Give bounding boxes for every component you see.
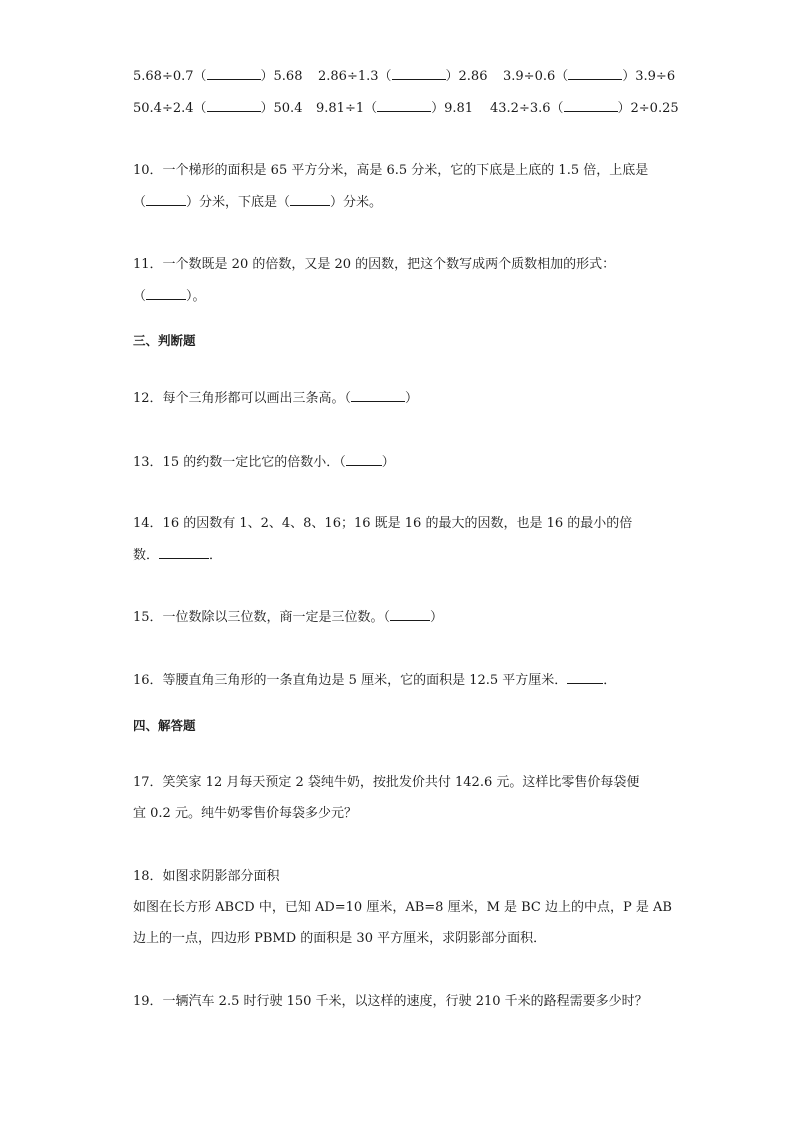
comparison-right: ）5.68 [260,69,303,84]
question-11-line-2 [133,287,206,306]
comparison-right: ）9.81 [431,101,474,116]
answer-blank[interactable] [567,671,603,684]
question-13 [133,453,395,472]
question-12 [133,389,418,408]
answer-blank[interactable] [390,608,430,621]
question-12-text: 12．每个三角形都可以画出三条高。（ [133,391,352,406]
question-18-line-3: 边上的一点，四边形 PBMD 的面积是 30 平方厘米，求阴影部分面积． [133,931,547,946]
question-14-continuation: 数． [133,548,160,563]
answer-blank[interactable] [346,453,382,466]
comparison-right: ）3.9÷6 [622,69,676,84]
comparison-item [133,99,302,118]
comparison-left: 9.81÷1（ [316,101,378,116]
comparison-right: ）2.86 [445,69,488,84]
answer-blank[interactable] [159,546,209,559]
period: ． [209,548,223,563]
question-11-line-1: 11．一个数既是 20 的倍数，又是 20 的因数，把这个数写成两个质数相加的形式： [133,257,616,272]
paren-close: ） [430,610,444,625]
comparison-left: 2.86÷1.3（ [318,69,392,84]
question-14-line-2 [133,546,222,565]
question-16 [133,671,616,690]
question-15-text: 15．一位数除以三位数，商一定是三位数。（ [133,610,391,625]
comparison-item [133,67,302,86]
section-title-solutions: 四、解答题 [133,718,196,733]
answer-blank[interactable] [207,99,261,112]
question-14-line-1: 14．16 的因数有 1、2、4、8、16；16 既是 16 的最大的因数，也是 16 的最小的倍 [133,516,633,531]
paren-open: （ [133,289,147,304]
question-17-line-2: 宜 0.2 元。纯牛奶零售价每袋多少元？ [133,806,357,821]
answer-blank[interactable] [146,193,186,206]
question-10-line-1: 10．一个梯形的面积是 65 平方分米，高是 6.5 分米，它的下底是上底的 1.5 倍，上底是 [133,163,649,178]
question-16-text: 16．等腰直角三角形的一条直角边是 5 厘米，它的面积是 12.5 平方厘米． [133,673,568,688]
answer-blank[interactable] [290,193,330,206]
comparison-right: ）50.4 [260,101,303,116]
answer-blank[interactable] [568,67,622,80]
question-18-line-1: 18．如图求阴影部分面积 [133,869,280,884]
question-10-end-text: ）分米。 [330,195,383,210]
comparison-item [318,67,487,86]
answer-blank[interactable] [392,67,446,80]
comparison-item [316,99,473,118]
comparison-left: 50.4÷2.4（ [133,101,207,116]
answer-blank[interactable] [351,389,405,402]
paren-close: ） [405,391,419,406]
answer-blank[interactable] [207,67,261,80]
period: ． [603,673,617,688]
question-18-line-2: 如图在长方形 ABCD 中，已知 AD=10 厘米，AB=8 厘米，M 是 BC 边上的中点，P 是 AB [133,900,672,915]
section-title-judgement: 三、判断题 [133,333,196,348]
paren-open: （ [133,195,147,210]
comparison-left: 5.68÷0.7（ [133,69,207,84]
question-13-text: 13．15 的约数一定比它的倍数小．（ [133,455,346,470]
question-15 [133,608,443,627]
comparison-left: 43.2÷3.6（ [490,101,564,116]
question-10-middle-text: ）分米，下底是（ [186,195,291,210]
question-17-line-1: 17．笑笑家 12 月每天预定 2 袋纯牛奶，按批发价共付 142.6 元。这样比零售价每袋便 [133,775,640,790]
comparison-item [490,99,679,118]
answer-blank[interactable] [146,287,186,300]
question-19-line-1: 19．一辆汽车 2.5 时行驶 150 千米，以这样的速度，行驶 210 千米的路程需要多少时？ [133,994,648,1009]
answer-blank[interactable] [564,99,618,112]
question-11-end-text: ）。 [186,289,206,304]
comparison-right: ）2÷0.25 [617,101,679,116]
question-10-line-2 [133,193,382,212]
comparison-item [503,67,675,86]
answer-blank[interactable] [377,99,431,112]
comparison-left: 3.9÷0.6（ [503,69,569,84]
paren-close: ） [381,455,395,470]
